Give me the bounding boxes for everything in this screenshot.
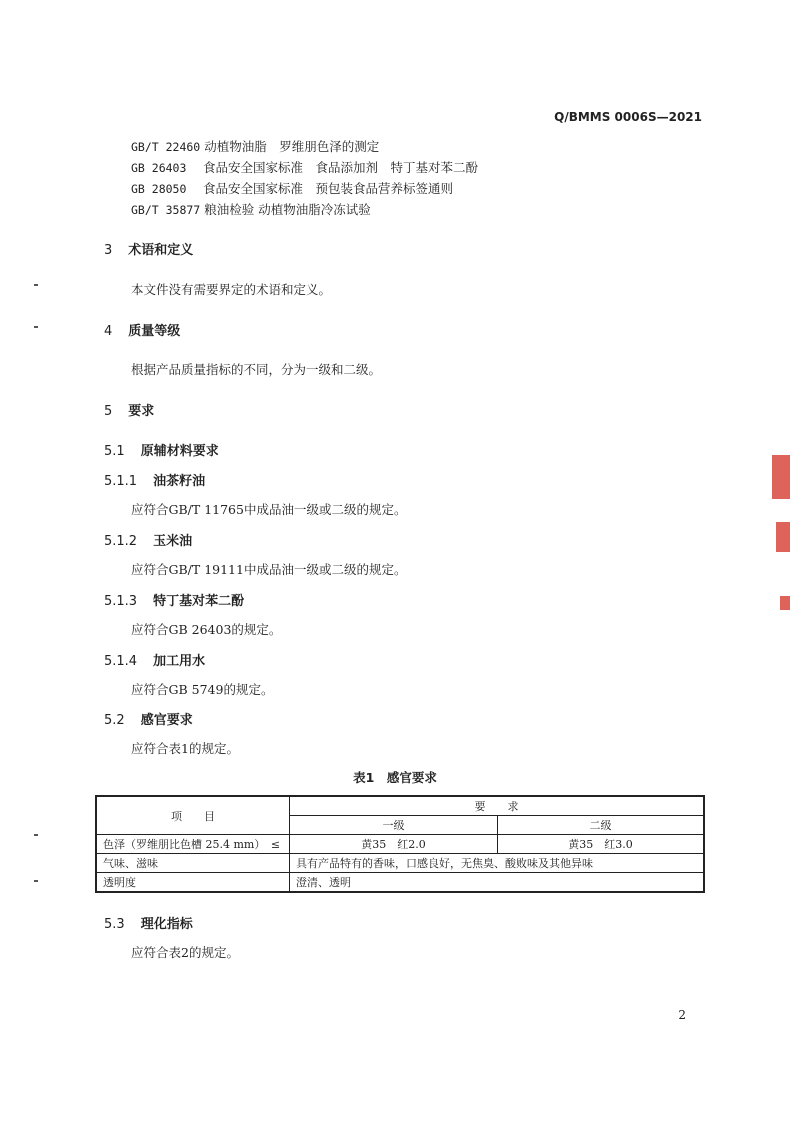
reference-title: 食品安全国家标准 食品添加剂 特丁基对苯二酚 bbox=[202, 160, 478, 175]
section-4-text: 根据产品质量指标的不同，分为一级和二级。 bbox=[131, 362, 382, 377]
reference-code: GB 28050 bbox=[131, 182, 187, 196]
section-5-1-2-heading: 5.1.2 玉米油 bbox=[104, 534, 193, 549]
row-merged-cell: 具有产品特有的香味，口感良好，无焦臭、酸败味及其他异味 bbox=[290, 854, 705, 873]
section-5-1-3-text: 应符合GB 26403的规定。 bbox=[131, 622, 282, 637]
reference-title: 动植物油脂 罗维朋色泽的测定 bbox=[204, 139, 380, 154]
table-1-caption: 表1 感官要求 bbox=[353, 770, 437, 785]
section-5-heading: 5 要求 bbox=[104, 404, 155, 419]
reference-item bbox=[131, 199, 478, 220]
section-5-3-heading: 5.3 理化指标 bbox=[104, 917, 193, 932]
table-row bbox=[96, 873, 704, 893]
reference-code: GB/T 22460 bbox=[131, 140, 201, 154]
scan-speck bbox=[34, 284, 38, 286]
section-5-2-heading: 5.2 感官要求 bbox=[104, 713, 193, 728]
row-grade1-cell: 黄35 红2.0 bbox=[290, 835, 498, 854]
sensory-requirements-table bbox=[95, 795, 705, 893]
section-5-1-1-text: 应符合GB/T 11765中成品油一级或二级的规定。 bbox=[131, 502, 407, 517]
red-stamp-fragment bbox=[780, 596, 790, 610]
reference-title: 粮油检验 动植物油脂冷冻试验 bbox=[204, 202, 371, 217]
scan-speck bbox=[34, 880, 38, 882]
reference-code: GB 26403 bbox=[131, 161, 187, 175]
section-5-3-text: 应符合表2的规定。 bbox=[131, 945, 239, 960]
section-3-text: 本文件没有需要界定的术语和定义。 bbox=[131, 282, 332, 297]
section-5-1-1-heading: 5.1.1 油茶籽油 bbox=[104, 474, 206, 489]
page-number: 2 bbox=[678, 1008, 686, 1022]
row-merged-cell: 澄清、透明 bbox=[290, 873, 705, 893]
section-5-1-4-heading: 5.1.4 加工用水 bbox=[104, 654, 206, 669]
section-4-heading: 4 质量等级 bbox=[104, 324, 181, 339]
row-item-cell: 透明度 bbox=[96, 873, 290, 893]
red-stamp-fragment bbox=[772, 455, 790, 499]
header-item-cell: 项 目 bbox=[96, 796, 290, 835]
reference-code: GB/T 35877 bbox=[131, 203, 201, 217]
header-grade1-cell: 一级 bbox=[290, 816, 498, 835]
reference-item bbox=[131, 157, 478, 178]
reference-item bbox=[131, 136, 478, 157]
standard-code-header: Q/BMMS 0006S—2021 bbox=[554, 110, 702, 124]
section-5-1-heading: 5.1 原辅材料要求 bbox=[104, 444, 219, 459]
reference-title: 食品安全国家标准 预包装食品营养标签通则 bbox=[202, 181, 453, 196]
section-5-2-text: 应符合表1的规定。 bbox=[131, 741, 239, 756]
section-5-1-2-text: 应符合GB/T 19111中成品油一级或二级的规定。 bbox=[131, 562, 407, 577]
header-requirement-cell: 要 求 bbox=[290, 796, 705, 816]
red-stamp-fragment bbox=[776, 522, 790, 552]
reference-item bbox=[131, 178, 478, 199]
section-3-heading: 3 术语和定义 bbox=[104, 243, 194, 258]
header-grade2-cell: 二级 bbox=[498, 816, 705, 835]
table-header-row bbox=[96, 796, 704, 816]
normative-references-list bbox=[131, 136, 478, 220]
table-row bbox=[96, 835, 704, 854]
scan-speck bbox=[34, 834, 38, 836]
section-5-1-4-text: 应符合GB 5749的规定。 bbox=[131, 682, 274, 697]
section-5-1-3-heading: 5.1.3 特丁基对苯二酚 bbox=[104, 594, 245, 609]
table-row bbox=[96, 854, 704, 873]
scan-speck bbox=[34, 326, 38, 328]
row-item-cell: 色泽（罗维朋比色槽 25.4 mm） ≤ bbox=[96, 835, 290, 854]
row-grade2-cell: 黄35 红3.0 bbox=[498, 835, 705, 854]
row-item-cell: 气味、滋味 bbox=[96, 854, 290, 873]
